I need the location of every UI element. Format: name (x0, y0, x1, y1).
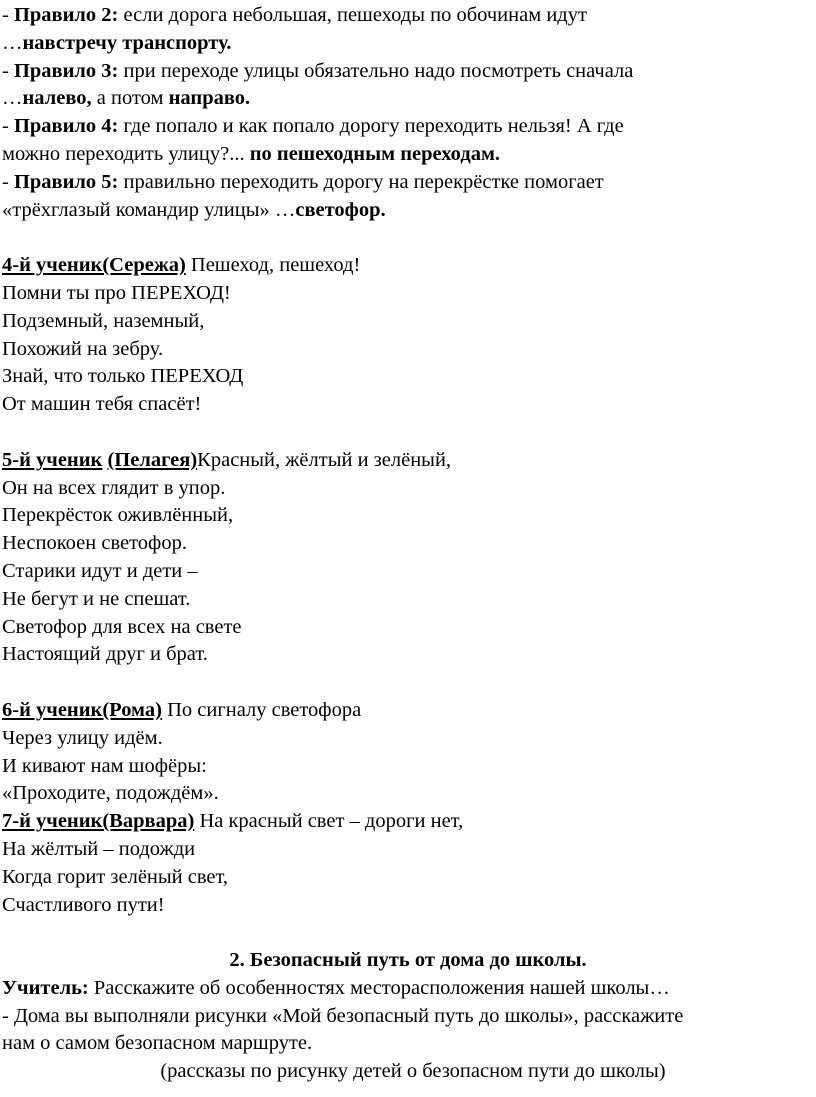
poem-line: Светофор для всех на свете (2, 615, 242, 638)
spacer (2, 919, 814, 947)
rule-4-question: можно переходить улицу?... (2, 142, 250, 165)
rule-3-label: Правило 3: (13, 59, 119, 82)
teacher-text: Расскажите об особенностях месторасположения нашей школы… (88, 976, 670, 999)
rule-2-line-1 (2, 2, 814, 30)
rule-4-answer: по пешеходным переходам. (249, 142, 501, 165)
poem-line: И кивают нам шофёры: (2, 754, 207, 777)
student-5-speaker: 5-й ученик (2, 448, 103, 471)
poem-line: Счастливого пути! (2, 893, 165, 916)
rule-2-answer: навстречу транспорту. (22, 31, 232, 54)
poem-line: Не бегут и не спешат. (2, 587, 191, 610)
poem-line: От машин тебя спасёт! (2, 393, 202, 416)
rule-5-line-2 (2, 197, 814, 225)
section-heading: 2. Безопасный путь от дома до школы. (229, 949, 587, 972)
poem-line: Неспокоен светофор. (2, 532, 187, 555)
ellipsis: … (2, 87, 23, 110)
ellipsis: … (2, 31, 23, 54)
student-7-first-line (2, 808, 814, 836)
poem-line: Похожий на зебру. (2, 337, 164, 360)
student-6-speaker: 6-й ученик(Рома) (2, 698, 162, 721)
spacer (2, 224, 814, 252)
poem-line: Он на всех глядит в упор. (2, 476, 226, 499)
poem-line: Помни ты про ПЕРЕХОД! (2, 281, 231, 304)
rule-5-line-1 (2, 169, 814, 197)
student-4-first-line (2, 252, 814, 280)
rule-3-line-2 (2, 85, 814, 113)
section-line-3: нам о самом безопасном маршруте. (2, 1032, 313, 1055)
rule-3-middle: а потом (91, 87, 169, 110)
spacer (2, 419, 814, 447)
student-5-speaker-name: (Пелагея) (107, 448, 198, 471)
student-5-first-line (2, 447, 814, 475)
rule-5-text: правильно переходить дорогу на перекрёстке помогает (118, 170, 604, 193)
student-6-first: По сигналу светофора (161, 698, 362, 721)
rule-3-line-1 (2, 58, 814, 86)
student-4-speaker: 4-й ученик(Сережа) (2, 254, 186, 277)
student-4-first: Пешеход, пешеход! (185, 254, 361, 277)
poem-line: «Проходите, подождём». (2, 782, 219, 805)
dash: - (2, 59, 14, 82)
poem-line: На жёлтый – подожди (2, 837, 196, 860)
rule-3-answer-b: направо. (168, 87, 251, 110)
rule-4-line-2 (2, 141, 814, 169)
poem-line: Подземный, наземный, (2, 309, 205, 332)
dash: - (2, 115, 14, 138)
rule-2-label: Правило 2: (13, 4, 119, 26)
rule-2-text: если дорога небольшая, пешеходы по обочинам идут (118, 4, 587, 26)
teacher-label: Учитель: (2, 976, 89, 999)
rule-3-answer-a: налево, (22, 87, 92, 110)
dash: - (2, 170, 14, 193)
rule-5-label: Правило 5: (13, 170, 119, 193)
student-7-first: На красный свет – дороги нет, (194, 810, 464, 833)
poem-line: Перекрёсток оживлённый, (2, 504, 234, 527)
rule-4-line-1 (2, 113, 814, 141)
rule-5-quote: «трёхглазый командир улицы» … (2, 198, 296, 221)
rule-2-line-2 (2, 30, 814, 58)
rule-4-label: Правило 4: (13, 115, 119, 138)
poem-line: Настоящий друг и брат. (2, 643, 208, 666)
poem-line: Старики идут и дети – (2, 559, 198, 582)
dash: - (2, 4, 14, 26)
section-line-2: - Дома вы выполняли рисунки «Мой безопасный путь до школы», расскажите (2, 1004, 684, 1027)
rule-3-text: при переходе улицы обязательно надо посмотреть сначала (118, 59, 634, 82)
poem-line: Через улицу идём. (2, 726, 163, 749)
student-7-speaker: 7-й ученик(Варвара) (2, 810, 195, 833)
student-5-first: Красный, жёлтый и зелёный, (197, 448, 452, 471)
spacer (2, 669, 814, 697)
rule-4-text: где попало и как попало дорогу переходить нельзя! А где (118, 115, 624, 138)
student-6-first-line (2, 697, 814, 725)
rule-5-answer: светофор. (295, 198, 386, 221)
section-note: (рассказы по рисунку детей о безопасном пути до школы) (160, 1060, 666, 1083)
teacher-line (2, 975, 814, 1003)
poem-line: Знай, что только ПЕРЕХОД (2, 365, 244, 388)
poem-line: Когда горит зелёный свет, (2, 865, 229, 888)
